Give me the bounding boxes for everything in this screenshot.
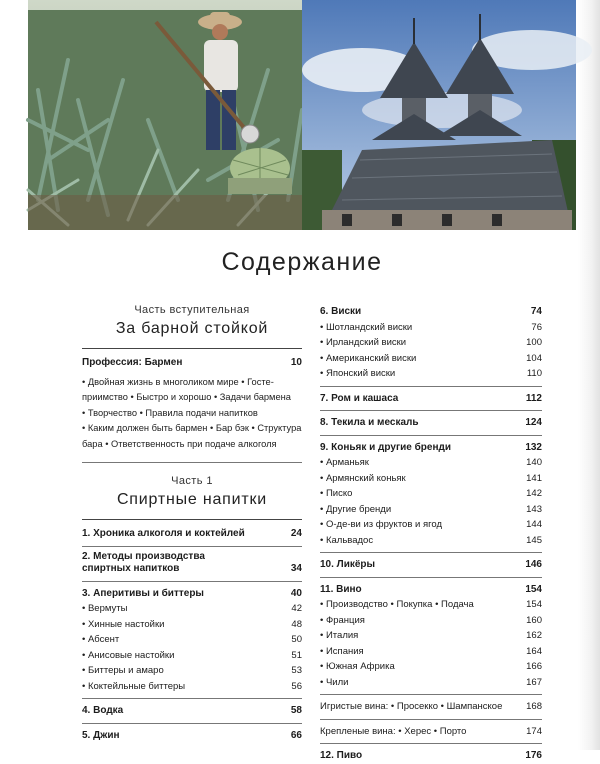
toc-subentry[interactable]: • Японский виски 110 bbox=[320, 366, 542, 382]
intro-part-label: Часть вступительная bbox=[134, 304, 250, 316]
toc-subentry[interactable]: • Италия 162 bbox=[320, 628, 542, 644]
toc-subentry[interactable]: • Кальвадос 145 bbox=[320, 533, 542, 549]
toc-entry-3[interactable]: 3. Аперитивы и биттеры 40 bbox=[82, 587, 302, 599]
toc-subentry[interactable]: • Писко 142 bbox=[320, 486, 542, 502]
toc-subentry[interactable]: • Производство • Покупка • Подача 154 bbox=[320, 597, 542, 613]
page-gutter-shadow bbox=[578, 0, 600, 750]
toc-subentry[interactable]: • Франция 160 bbox=[320, 613, 542, 629]
toc-subentry[interactable]: • Анисовые настойки 51 bbox=[82, 648, 302, 664]
toc-entry-9[interactable]: 9. Коньяк и другие бренди 132 bbox=[320, 441, 542, 453]
toc-subentry[interactable]: • Вермуты 42 bbox=[82, 601, 302, 617]
photo-agave-field bbox=[28, 0, 302, 230]
toc-entry-4[interactable]: 4. Водка 58 bbox=[82, 705, 302, 717]
toc-entry-7[interactable]: 7. Ром и кашаса 112 bbox=[320, 392, 542, 404]
toc-subentry[interactable]: • Испания 164 bbox=[320, 644, 542, 660]
toc-subentry[interactable]: • Шотландский виски 76 bbox=[320, 320, 542, 336]
toc-subentry[interactable]: • Коктейльные биттеры 56 bbox=[82, 679, 302, 695]
toc-entry-6[interactable]: 6. Виски 74 bbox=[320, 306, 542, 317]
page-title: Содержание bbox=[221, 248, 383, 276]
toc-subentry[interactable]: • Чили 167 bbox=[320, 675, 542, 691]
intro-part-title: За барной стойкой bbox=[115, 320, 269, 337]
toc-subentry[interactable]: • Абсент 50 bbox=[82, 632, 302, 648]
intro-topics: • Двойная жизнь в многоликом мире • Госте- приимство • Быстро и хорошо • Задачи бармена • Творчество • Правила подачи напитков • Каким должен быть бармен • Бар бэк • Структура бара • Ответственность при подаче алкоголя bbox=[82, 376, 302, 449]
toc-entry-5[interactable]: 5. Джин 66 bbox=[82, 729, 302, 741]
toc-entry-8[interactable]: 8. Текила и мескаль 124 bbox=[320, 417, 542, 428]
toc-entry-1[interactable]: 1. Хроника алкоголя и коктейлей 24 bbox=[82, 528, 302, 540]
toc-subentry[interactable]: • Другие бренди 143 bbox=[320, 502, 542, 518]
toc-subentry[interactable]: • Биттеры и амаро 53 bbox=[82, 663, 302, 679]
toc-subentry[interactable]: • Американский виски 104 bbox=[320, 351, 542, 367]
toc-right-column bbox=[320, 304, 542, 764]
toc-entry-profession[interactable]: Профессия: Бармен 10 bbox=[82, 357, 302, 368]
toc-subentry[interactable]: • Хинные настойки 48 bbox=[82, 617, 302, 633]
header-photos bbox=[28, 0, 576, 230]
toc-entry-sparkling[interactable]: Игристые вина: • Просекко • Шампанское 168 bbox=[320, 701, 542, 712]
toc-subentry[interactable]: • Ирландский виски 100 bbox=[320, 335, 542, 351]
photo-distillery bbox=[302, 0, 576, 230]
toc-subentry[interactable]: • О-де-ви из фруктов и ягод 144 bbox=[320, 517, 542, 533]
toc-subentry[interactable]: • Южная Африка 166 bbox=[320, 659, 542, 675]
toc-left-column bbox=[82, 304, 302, 743]
toc-entry-12[interactable]: 12. Пиво 176 bbox=[320, 750, 542, 761]
toc-entry-fortified[interactable]: Крепленые вина: • Херес • Порто 174 bbox=[320, 725, 542, 737]
toc-subentry[interactable]: • Армянский коньяк 141 bbox=[320, 471, 542, 487]
toc-subentry[interactable]: • Арманьяк 140 bbox=[320, 455, 542, 471]
part1-label: Часть 1 bbox=[171, 475, 213, 488]
toc-entry-2[interactable]: 2. Методы производства спиртных напитков 34 bbox=[82, 550, 302, 574]
toc-entry-10[interactable]: 10. Ликёры 146 bbox=[320, 559, 542, 570]
part1-title: Спиртные напитки bbox=[116, 491, 268, 509]
toc-entry-11[interactable]: 11. Вино 154 bbox=[320, 583, 542, 595]
